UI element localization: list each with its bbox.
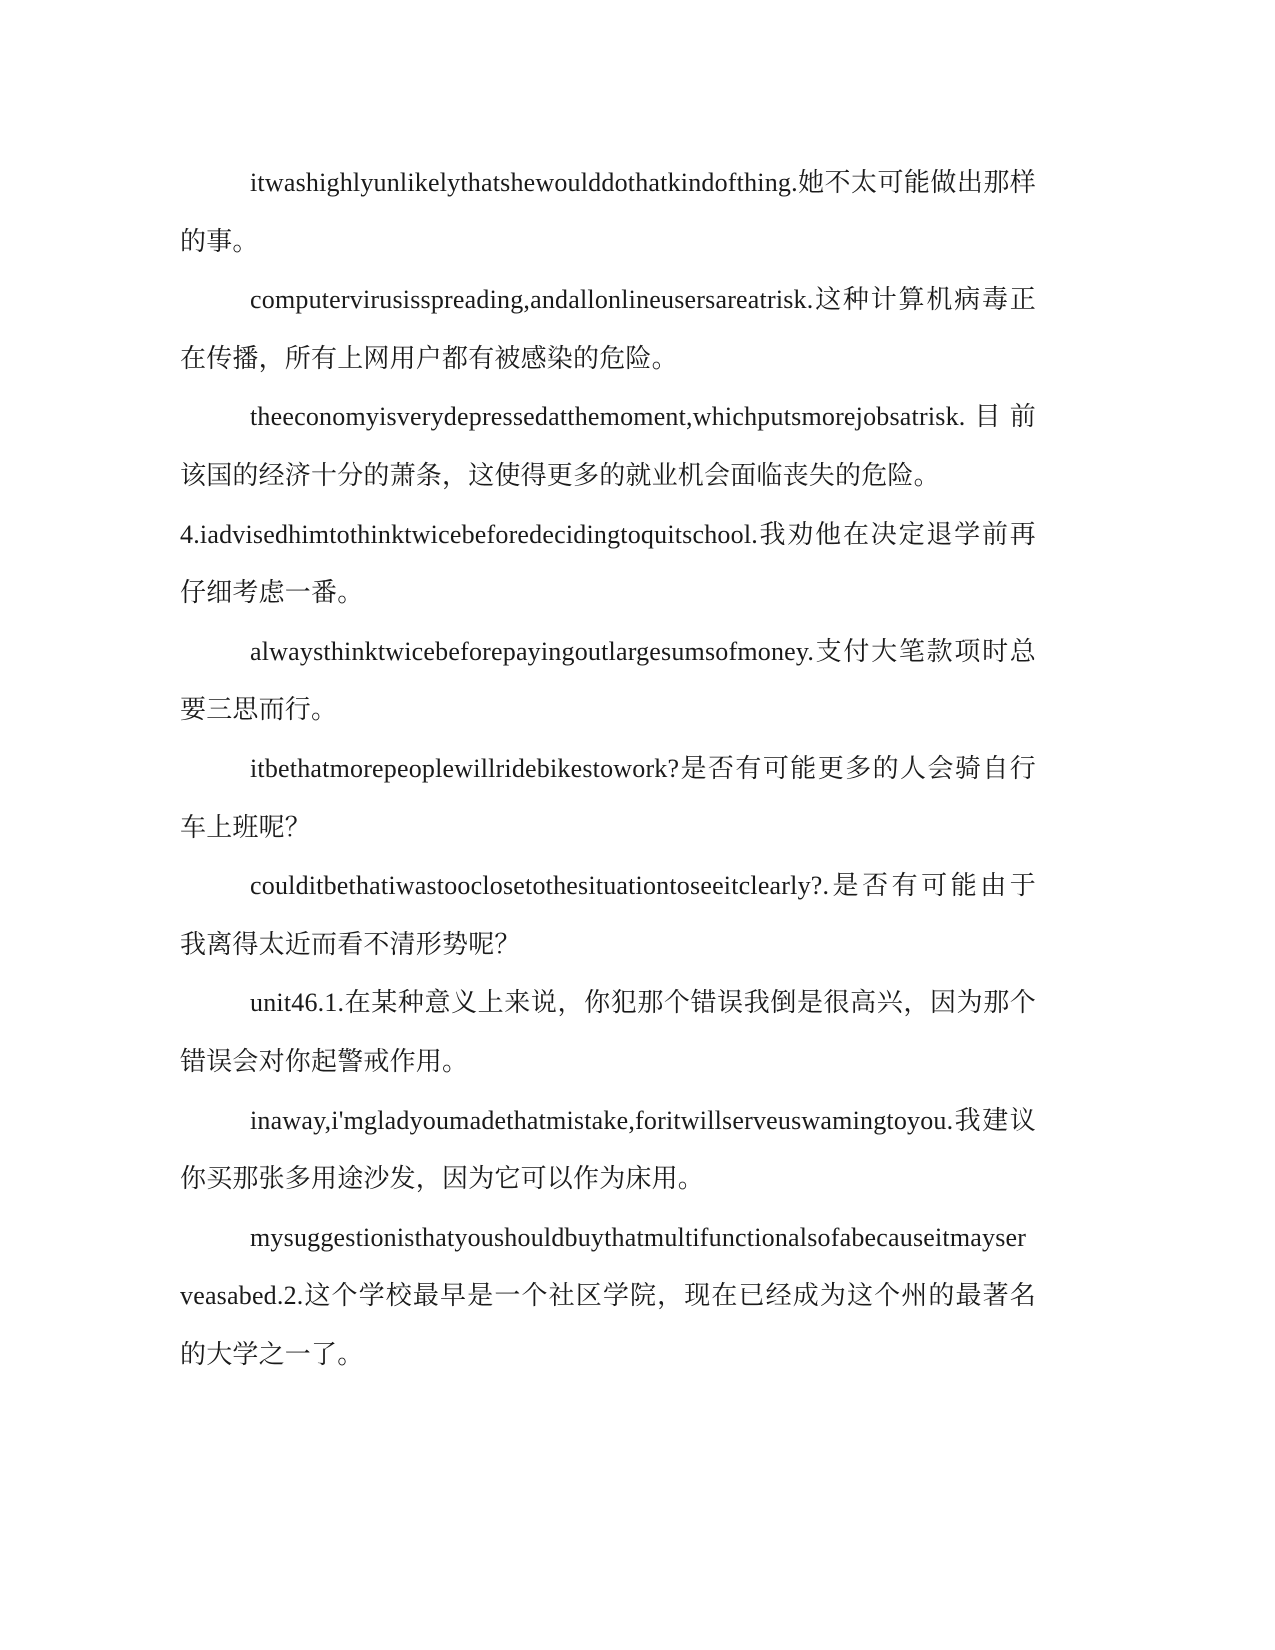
paragraph: coulditbethatiwastooclosetothesituationtoseeitclearly?.是否有可能由于我离得太近而看不清形势呢？ — [180, 871, 1036, 959]
paragraph: unit46.1.在某种意义上来说，你犯那个错误我倒是很高兴，因为那个错误会对你起警戒作用。 — [180, 988, 1036, 1076]
document-body — [180, 154, 1036, 1384]
paragraph: computervirusisspreading,andallonlineusersareatrisk.这种计算机病毒正在传播，所有上网用户都有被感染的危险。 — [180, 285, 1036, 373]
paragraph: mysuggestionisthatyoushouldbuythatmultifunctionalsofabecauseitmayserveasabed.2.这个学校最早是一个社区学院，现在已经成为这个州的最著名的大学之一了。 — [180, 1222, 1036, 1369]
paragraph: alwaysthinktwicebeforepayingoutlargesumsofmoney.支付大笔款项时总要三思而行。 — [180, 636, 1036, 725]
paragraph: inaway,i'mgladyoumadethatmistake,foritwillserveuswamingtoyou.我建议你买那张多用途沙发，因为它可以作为床用。 — [180, 1105, 1036, 1194]
paragraph: itwashighlyunlikelythatshewoulddothatkindofthing.她不太可能做出那样的事。 — [180, 168, 1036, 256]
paragraph: theeconomyisverydepressedatthemoment,whichputsmorejobsatrisk.目前该国的经济十分的萧条，这使得更多的就业机会面临丧失的危险。 — [180, 402, 1036, 490]
paragraph: itbethatmorepeoplewillridebikestowork?是否有可能更多的人会骑自行车上班呢？ — [180, 753, 1036, 842]
paragraph: 4.iadvisedhimtothinktwicebeforedecidingtoquitschool.我劝他在决定退学前再仔细考虑一番。 — [180, 519, 1036, 608]
